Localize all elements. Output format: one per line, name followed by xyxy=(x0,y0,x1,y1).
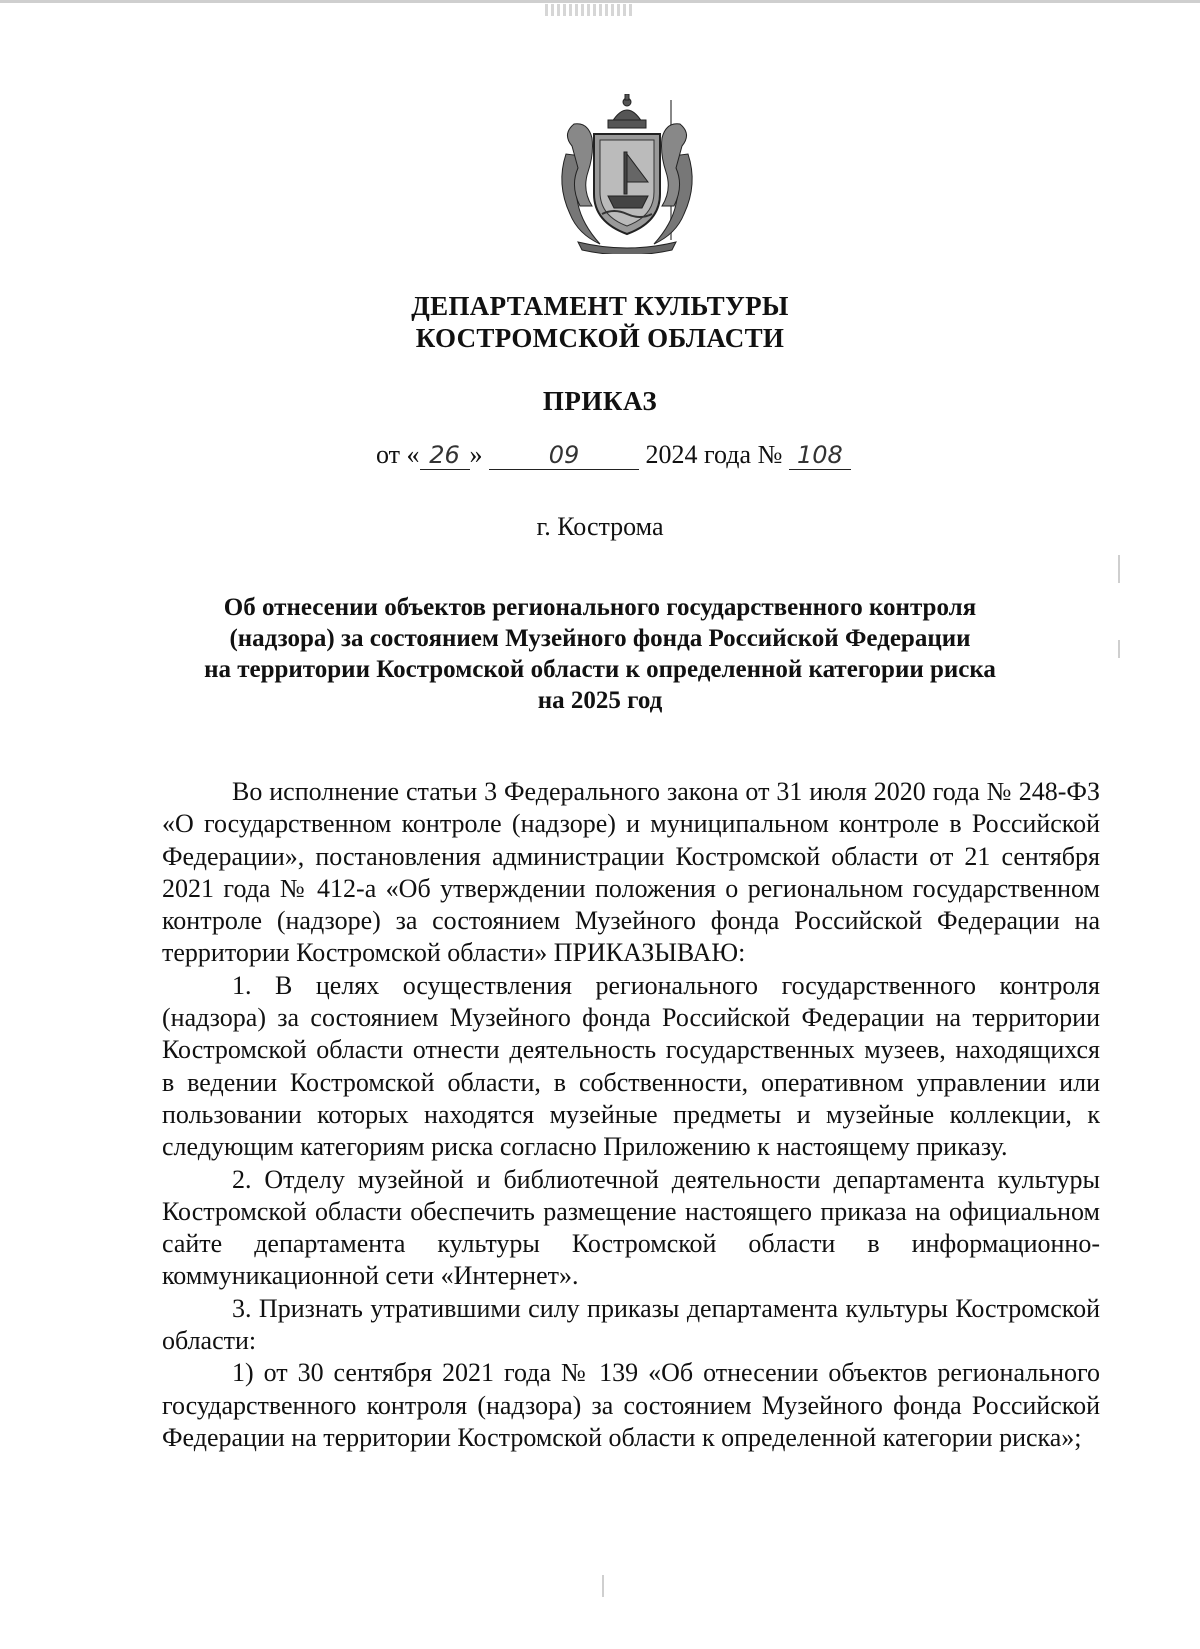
document-type: ПРИКАЗ xyxy=(542,386,658,416)
date-year: 2024 года № xyxy=(639,440,789,469)
coat-of-arms-icon xyxy=(548,94,706,254)
item-1-paragraph: 1. В целях осуществления регионального государственного контроля (надзора) за состоянием Музейного фонда Российской Федерации на территории Костромской области отнести деятельность государственных музеев, находящихся в ведении Костромской области, в собственности, оперативном управлении или пользовании которых находятся музейные предметы и музейные коллекции, к следующим категориям риска согласно Приложению к настоящему приказу. xyxy=(162,970,1100,1162)
subject-line-2: (надзора) за состоянием Музейного фонда Российской Федерации xyxy=(229,625,971,652)
department-name xyxy=(0,290,1200,354)
scan-mark xyxy=(545,4,635,16)
preamble-paragraph: Во исполнение статьи 3 Федерального закона от 31 июля 2020 года № 248-ФЗ «О государственном контроле (надзоре) и муниципальном контроле в Российской Федерации», постановления администрации Костромской области от 21 сентября 2021 года № 412-а «Об утверждении положения о региональном государственном контроле (надзоре) за состоянием Музейного фонда Российской Федерации на территории Костромской области» ПРИКАЗЫВАЮ: xyxy=(162,777,1100,968)
date-line xyxy=(376,440,851,470)
item-2-paragraph: 2. Отделу музейной и библиотечной деятельности департамента культуры Костромской области обеспечить размещение настоящего приказа на официальном сайте департамента культуры Костромской области в информационно-коммуникационной сети «Интернет». xyxy=(162,1164,1100,1291)
date-month: 09 xyxy=(489,441,639,470)
scan-artifact xyxy=(602,1575,604,1597)
item-3-1-paragraph: 1) от 30 сентября 2021 года № 139 «Об отнесении объектов регионального государственного контроля (надзора) за состоянием Музейного фонда Российской Федерации на территории Костромской области к определенной категории риска»; xyxy=(162,1358,1100,1452)
subject-line-3: на территории Костромской области к определенной категории риска xyxy=(204,656,996,683)
scan-artifact xyxy=(1118,555,1120,583)
date-prefix: от « xyxy=(376,440,420,469)
subject-line-4: на 2025 год xyxy=(537,687,663,714)
date-day: 26 xyxy=(420,441,470,470)
item-3-paragraph: 3. Признать утратившими силу приказы департамента культуры Костромской области: xyxy=(162,1293,1100,1356)
department-line-1: ДЕПАРТАМЕНТ КУЛЬТУРЫ xyxy=(411,291,789,321)
city: г. Кострома xyxy=(536,512,664,541)
document-body xyxy=(162,776,1100,1454)
scan-edge xyxy=(0,0,1200,3)
order-number: 108 xyxy=(789,441,851,470)
date-mid: » xyxy=(469,440,490,469)
subject-line-1: Об отнесении объектов регионального государственного контроля xyxy=(223,594,977,621)
department-line-2: КОСТРОМСКОЙ ОБЛАСТИ xyxy=(415,323,785,353)
document-subject xyxy=(0,592,1200,716)
